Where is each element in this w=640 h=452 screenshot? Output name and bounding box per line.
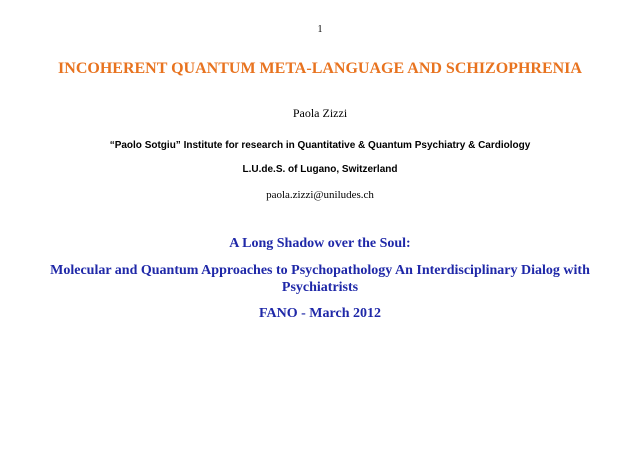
paper-title: INCOHERENT QUANTUM META-LANGUAGE AND SCHIZOPHRENIA (58, 60, 582, 77)
page-number: 1 (317, 24, 323, 35)
affiliation-location: L.U.de.S. of Lugano, Switzerland (242, 164, 398, 175)
conference-subtitle-line2: Psychiatrists (281, 280, 359, 295)
conference-title: A Long Shadow over the Soul: (229, 236, 411, 251)
conference-venue-date: FANO - March 2012 (259, 306, 381, 321)
conference-subtitle-line1: Molecular and Quantum Approaches to Psychopathology An Interdisciplinary Dialog with (50, 263, 590, 278)
author-email: paola.zizzi@uniludes.ch (266, 189, 374, 201)
author-name: Paola Zizzi (292, 106, 348, 120)
conference-subtitle (0, 262, 640, 296)
affiliation-institute: “Paolo Sotgiu” Institute for research in Quantitative & Quantum Psychiatry & Cardiology (109, 140, 531, 151)
